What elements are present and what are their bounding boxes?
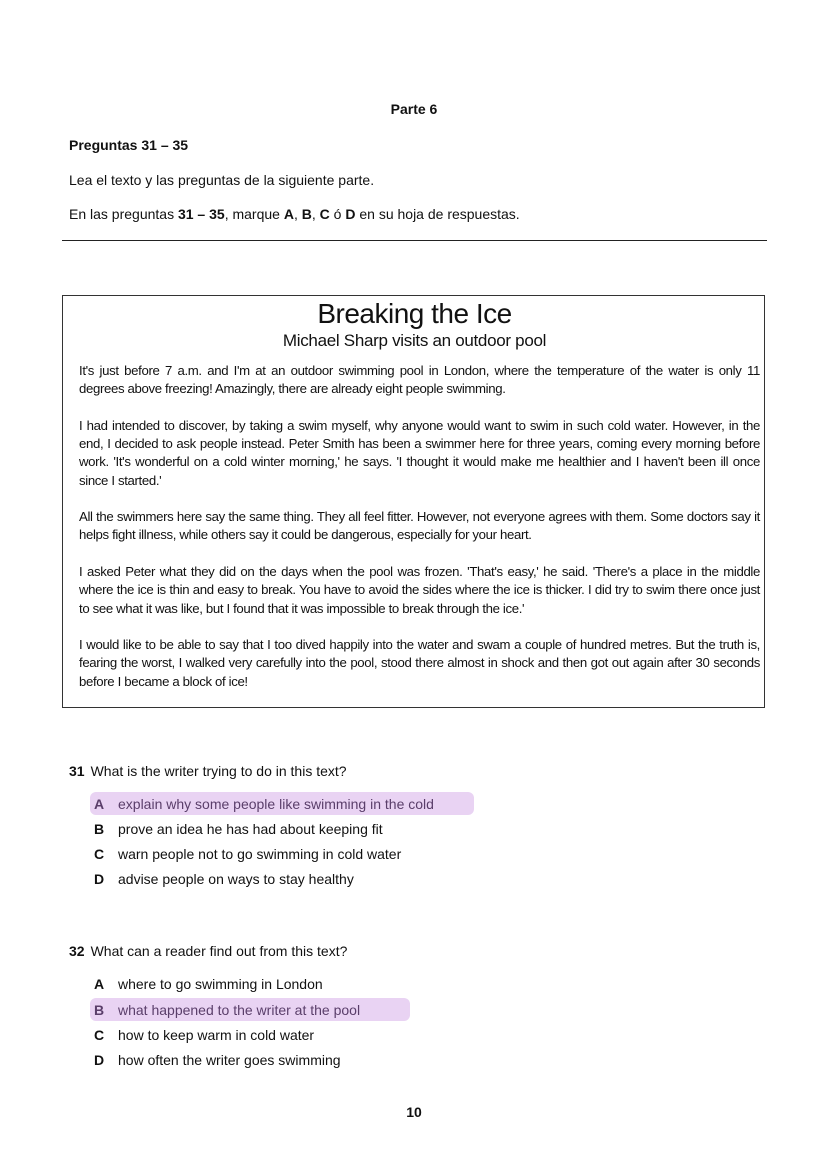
article-paragraph: I would like to be able to say that I too dived happily into the water and swam a couple of hundred metres. But the truth is, fearing the worst, I walked very carefully into the pool, stood there almost in shock and then got out again after 30 seconds before I became a block of ice! [79, 637, 760, 689]
instruction-read: Lea el texto y las preguntas de la siguiente parte. [69, 172, 375, 188]
option-letter: D [94, 871, 105, 887]
option-letter: D [94, 1052, 105, 1068]
question-number: 32 [69, 943, 85, 959]
option-32-b[interactable] [94, 1002, 514, 1018]
article-box [62, 295, 765, 708]
option-32-a[interactable] [94, 976, 514, 992]
horizontal-rule [62, 240, 767, 241]
article-paragraph: I asked Peter what they did on the days when the pool was frozen. 'That's easy,' he said. 'There's a place in the middle where the ice is thin and easy to break. You have to avoid the sides where the ice is thicker. I did try to swim there once just to see what it was like, but I found that it was impossible to break through the ice.' [79, 564, 760, 616]
instruction-letter-d: D [345, 206, 356, 222]
instruction-letter-c: C [319, 206, 330, 222]
option-letter: A [94, 976, 105, 992]
option-31-c[interactable] [94, 846, 514, 862]
article-paragraph: I had intended to discover, by taking a swim myself, why anyone would want to swim in such cold water. However, in the end, I decided to ask people instead. Peter Smith has been a swimmer here for three years, coming every morning before work. 'It's wonderful on a cold winter morning,' he says. 'I thought it would make me healthier and I haven't been ill once since I started.' [79, 417, 760, 488]
instruction-letter-b: B [301, 206, 312, 222]
question-31 [69, 763, 347, 779]
option-32-c[interactable] [94, 1027, 514, 1043]
page-number: 10 [406, 1104, 422, 1120]
article-title: Breaking the Ice [317, 298, 512, 329]
question-range-heading: Preguntas 31 – 35 [69, 137, 189, 153]
option-31-d[interactable] [94, 871, 514, 887]
instruction-mark [69, 206, 520, 222]
option-text: prove an idea he has had about keeping fit [118, 821, 383, 837]
option-text: how often the writer goes swimming [118, 1052, 341, 1068]
instruction-letter-a: A [283, 206, 294, 222]
option-31-a[interactable] [94, 796, 514, 812]
question-text: What can a reader find out from this text? [90, 943, 348, 959]
option-31-b[interactable] [94, 821, 514, 837]
option-text: explain why some people like swimming in the cold [118, 796, 434, 812]
article-subtitle: Michael Sharp visits an outdoor pool [282, 331, 547, 350]
option-text: where to go swimming in London [118, 976, 323, 992]
option-letter: B [94, 821, 105, 837]
question-32 [69, 943, 347, 959]
option-text: warn people not to go swimming in cold water [118, 846, 402, 862]
instruction-sep: , [293, 206, 302, 222]
option-text: how to keep warm in cold water [118, 1027, 315, 1043]
option-text: what happened to the writer at the pool [118, 1002, 361, 1018]
question-number: 31 [69, 763, 85, 779]
option-letter: A [94, 796, 105, 812]
article-paragraph: All the swimmers here say the same thing. They all feel fitter. However, not everyone agrees with them. Some doctors say it helps fight illness, while others say it could be dangerous, especially for your heart. [79, 509, 760, 543]
instruction-mid: , marque [224, 206, 284, 222]
option-text: advise people on ways to stay healthy [118, 871, 354, 887]
option-letter: C [94, 846, 105, 862]
article-body [79, 362, 760, 709]
question-text: What is the writer trying to do in this text? [90, 763, 347, 779]
instruction-sep: , [311, 206, 320, 222]
article-paragraph: It's just before 7 a.m. and I'm at an outdoor swimming pool in London, where the temperature of the water is only 11 degrees above freezing! Amazingly, there are already eight people swimming. [79, 363, 760, 397]
option-32-d[interactable] [94, 1052, 514, 1068]
option-letter: C [94, 1027, 105, 1043]
option-letter: B [94, 1002, 105, 1018]
instruction-suffix: en su hoja de respuestas. [355, 206, 520, 222]
instruction-or: ó [329, 206, 346, 222]
instruction-prefix: En las preguntas [69, 206, 178, 222]
instruction-range: 31 – 35 [177, 206, 225, 222]
part-title: Parte 6 [390, 101, 438, 117]
